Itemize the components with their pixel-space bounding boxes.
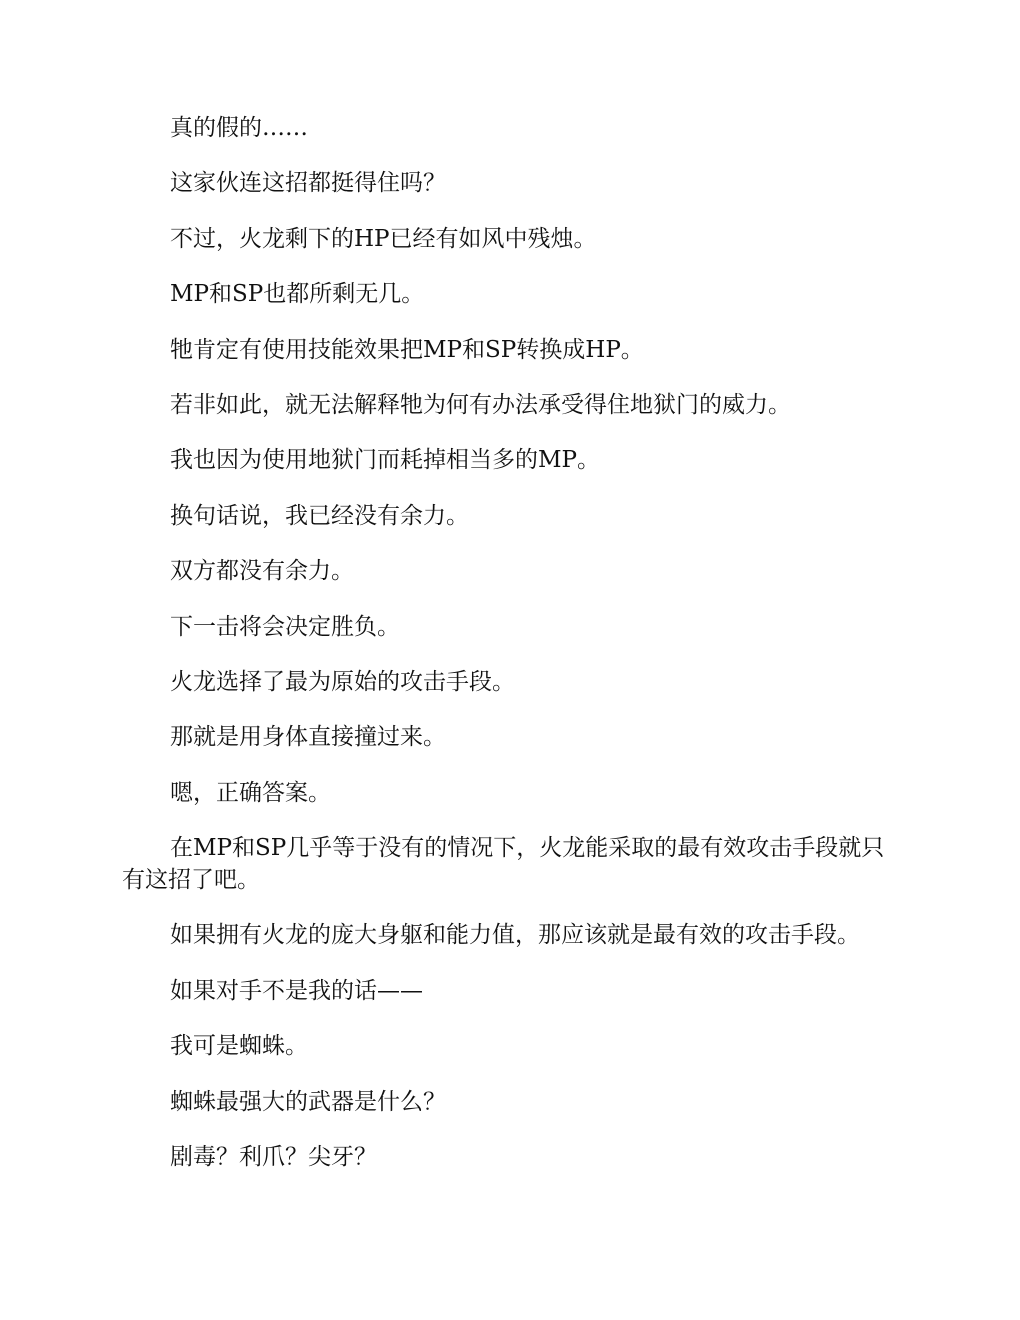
paragraph: 下一击将会决定胜负。	[170, 613, 400, 640]
paragraph: 不过，火龙剩下的HP已经有如风中残烛。	[170, 225, 597, 252]
paragraph: 牠肯定有使用技能效果把MP和SP转换成HP。	[170, 336, 644, 363]
paragraph: 真的假的……	[170, 115, 308, 141]
paragraph: 双方都没有余力。	[170, 558, 354, 585]
paragraph: 那就是用身体直接撞过来。	[170, 724, 446, 751]
paragraph: 如果拥有火龙的庞大身躯和能力值，那应该就是最有效的攻击手段。	[170, 922, 860, 949]
paragraph: MP和SP也都所剩无几。	[170, 281, 425, 308]
paragraph: 如果对手不是我的话——	[170, 977, 423, 1004]
paragraph: 蜘蛛最强大的武器是什么？	[170, 1088, 446, 1115]
paragraph: 若非如此，就无法解释牠为何有办法承受得住地狱门的威力。	[170, 391, 791, 418]
text-body	[122, 112, 892, 1196]
paragraph: 火龙选择了最为原始的攻击手段。	[170, 668, 515, 695]
paragraph: 在MP和SP几乎等于没有的情况下，火龙能采取的最有效攻击手段就只有这招了吧。	[122, 835, 885, 894]
paragraph: 嗯，正确答案。	[170, 779, 331, 806]
paragraph: 我可是蜘蛛。	[170, 1033, 308, 1060]
paragraph: 这家伙连这招都挺得住吗？	[170, 170, 446, 197]
paragraph: 我也因为使用地狱门而耗掉相当多的MP。	[170, 447, 601, 474]
paragraph: 剧毒？利爪？尖牙？	[170, 1144, 377, 1171]
paragraph: 换句话说，我已经没有余力。	[170, 502, 469, 529]
